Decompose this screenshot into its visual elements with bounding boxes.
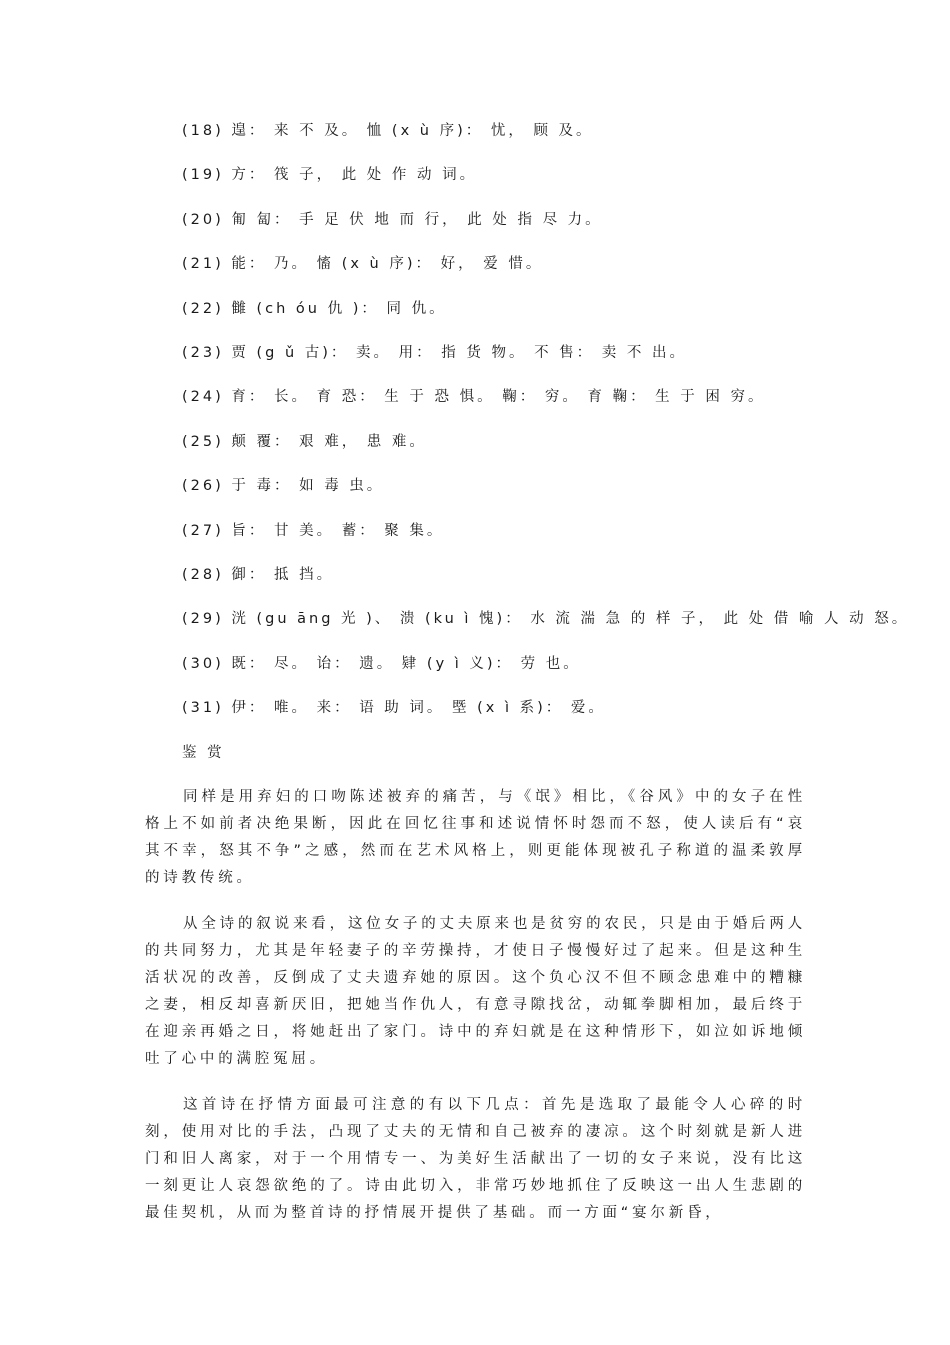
body-paragraph: 同样是用弃妇的口吻陈述被弃的痛苦，与《氓》相比，《谷风》中的女子在性格上不如前者决绝果断，因此在回忆往事和述说情怀时怨而不怒，使人读后有“哀其不幸，怒其不争”之感，然而在艺术风格上，则更能体现被孔子称道的温柔敦厚的诗教传统。	[145, 789, 806, 886]
annotation-item: (23) 贾 (g ǔ 古)： 卖。 用： 指 货 物。 不 售： 卖 不 出。	[182, 344, 687, 361]
annotation-item: (28) 御： 抵 挡。	[182, 566, 335, 583]
section-heading: 鉴 赏	[182, 745, 225, 761]
annotation-item: (31) 伊： 唯。 来： 语 助 词。 塈 (x ì 系)： 爱。	[182, 700, 606, 717]
annotation-item: (25) 颠 覆： 艰 难， 患 难。	[182, 433, 427, 450]
annotation-item: (30) 既： 尽。 诒： 遗。 肄 (y ì 义)： 劳 也。	[182, 655, 581, 672]
annotation-item: (20) 匍 匐： 手 足 伏 地 而 行， 此 处 指 尽 力。	[182, 211, 603, 228]
appreciation-body	[145, 784, 806, 1246]
annotation-item: (27) 旨： 甘 美。 蓄： 聚 集。	[182, 522, 445, 539]
annotation-item: (29) 洸 (gu āng 光 )、 溃 (ku ì 愧)： 水 流 湍 急 的 样 子， 此 处 借 喻 人 动 怒。	[182, 611, 910, 628]
body-paragraph: 这首诗在抒情方面最可注意的有以下几点：首先是选取了最能令人心碎的时刻，使用对比的手法，凸现了丈夫的无情和自己被弃的凄凉。这个时刻就是新人进门和旧人离家，对于一个用情专一、为美好生活献出了一切的女子来说，没有比这一刻更让人哀怨欲绝的了。诗由此切入，非常巧妙地抓住了反映这一出人生悲剧的最佳契机，从而为整首诗的抒情展开提供了基础。而一方面“宴尔新昏，	[145, 1097, 806, 1221]
annotation-item: (19) 方： 筏 子， 此 处 作 动 词。	[182, 167, 478, 184]
annotation-item: (26) 于 毒： 如 毒 虫。	[182, 478, 385, 495]
annotation-item: (21) 能： 乃。 慉 (x ù 序)： 好， 爱 惜。	[182, 256, 544, 273]
body-paragraph: 从全诗的叙说来看，这位女子的丈夫原来也是贫穷的农民，只是由于婚后两人的共同努力，尤其是年轻妻子的辛劳操持，才使日子慢慢好过了起来。但是这种生活状况的改善，反倒成了丈夫遗弃她的原因。这个负心汉不但不顾念患难中的糟糠之妻，相反却喜新厌旧，把她当作仇人，有意寻隙找岔，动辄拳脚相加，最后终于在迎亲再婚之日，将她赶出了家门。诗中的弃妇就是在这种情形下，如泣如诉地倾吐了心中的满腔冤屈。	[145, 916, 806, 1067]
annotation-item: (24) 育： 长。 育 恐： 生 于 恐 惧。 鞠： 穷。 育 鞠： 生 于 困 穷。	[182, 389, 766, 406]
annotation-item: (22) 雠 (ch óu 仇 )： 同 仇。	[182, 300, 447, 317]
annotation-list	[182, 118, 910, 739]
annotation-item: (18) 遑： 来 不 及。 恤 (x ù 序)： 忧， 顾 及。	[182, 123, 594, 139]
